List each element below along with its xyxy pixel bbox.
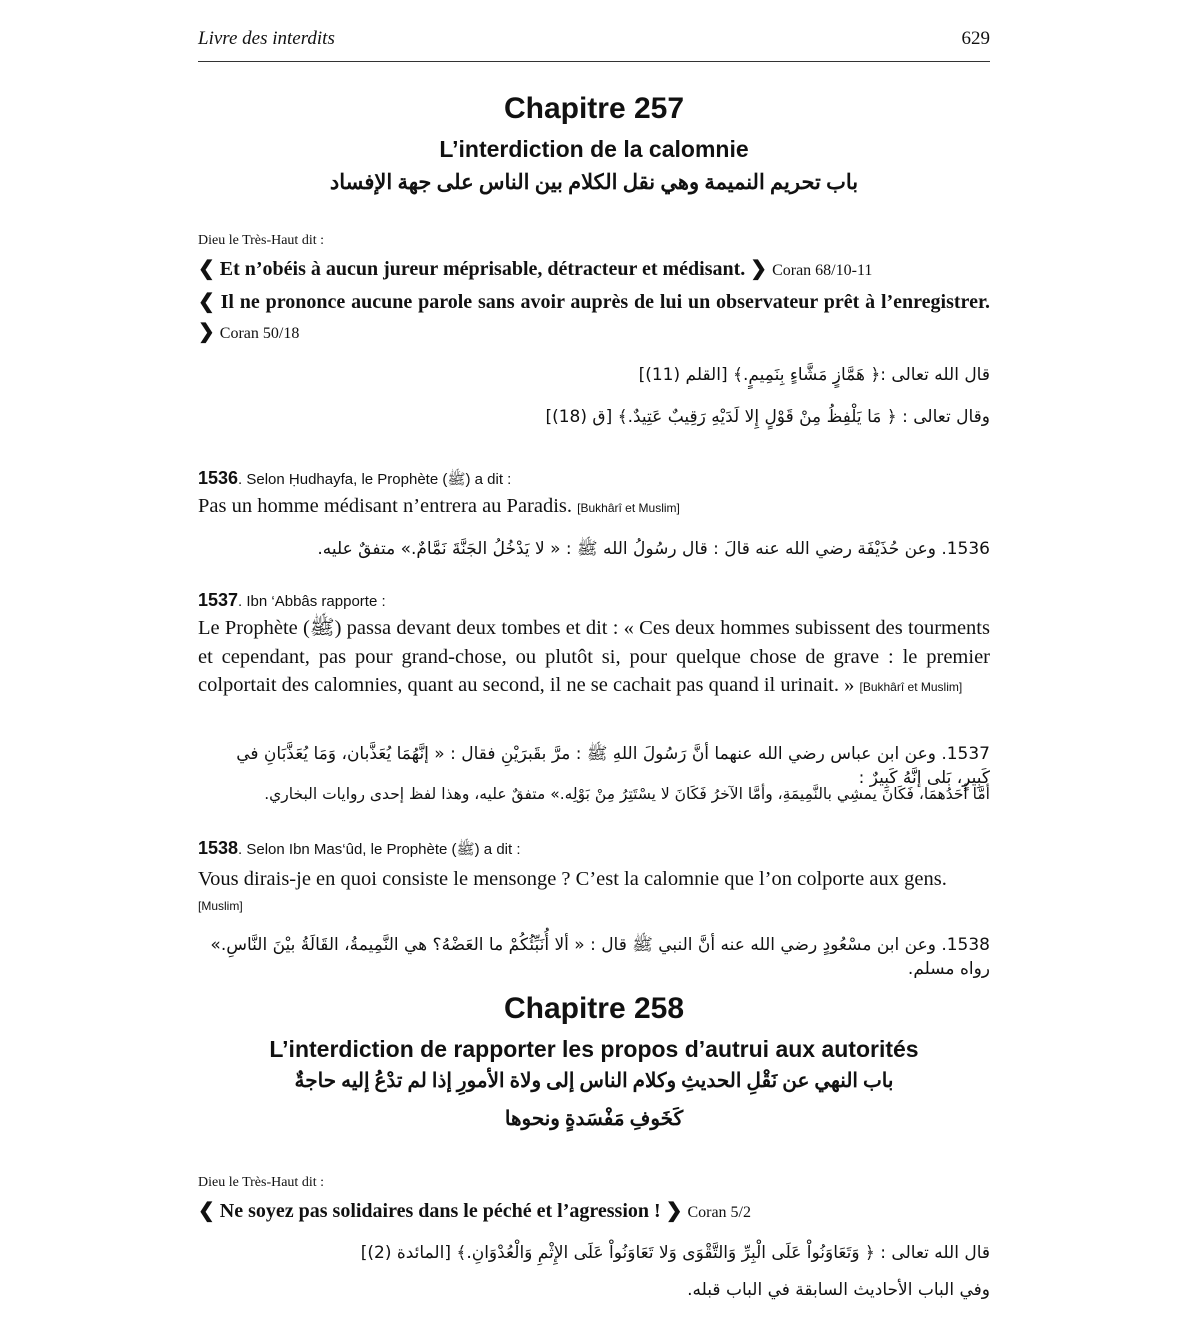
chapter-258-number: Chapitre 258	[503, 992, 685, 1025]
hadith-text	[198, 492, 990, 523]
verse-text: Et n’obéis à aucun jureur méprisable, détracteur et médisant.	[219, 258, 746, 280]
hadith-arabic: 1538. وعن ابن مسْعُودٍ رضي الله عنه أنَّ النبي ﷺ قال : « ألا أُنَبِّئُكُمْ ما العَضْهُ؟ هي النَّمِيمةُ، القَالَةُ بيْنَ النَّاسِ.» رواه مسلم.	[210, 935, 990, 979]
hadith-text	[198, 865, 990, 894]
close-quote-ornament-icon: ❯	[198, 321, 215, 343]
quran-verse	[198, 1196, 990, 1228]
running-head	[198, 28, 990, 58]
hadith-source: [Bukhârî et Muslim]	[859, 680, 963, 694]
quran-verse	[198, 287, 990, 349]
verse-text: Il ne prononce aucune parole sans avoir auprès de lui un observateur prêt à l’enregistrer.	[220, 291, 990, 313]
close-quote-ornament-icon: ❯	[750, 258, 768, 280]
running-title: Livre des interdits	[198, 28, 335, 49]
hadith-arabic: 1536. وعن حُذَيْفَة رضي الله عنه قالَ : قال رسُولُ الله ﷺ : « لا يَدْخُلُ الجَنَّةَ نَمَّامٌ.» متفقٌ عليه.	[317, 539, 990, 559]
verse-reference: Coran 68/10-11	[772, 262, 873, 279]
hadith-translation: Vous dirais-je en quoi consiste le mensonge ? C’est la calomnie que l’on colporte aux gens.	[198, 868, 947, 890]
hadith-narrator: . Ibn ‘Abbâs rapporte :	[238, 593, 386, 610]
hadith-translation: Pas un homme médisant n’entrera au Paradis.	[198, 495, 573, 517]
hadith-header	[198, 590, 990, 611]
hadith-text	[198, 614, 990, 702]
quran-verse	[198, 254, 990, 286]
hadith-number: 1537	[198, 590, 239, 610]
hadith-narrator: . Selon Ibn Mas‘ûd, le Prophète (ﷺ) a dit :	[238, 841, 521, 858]
chapter-257-intro: Dieu le Très-Haut dit :	[198, 233, 324, 248]
chapter-258-title-arabic: باب النهي عن نَقْلِ الحديثِ وكلام الناس إلى ولاة الأمورِ إذا لم تدْعُ إليه حاجةٌ	[294, 1070, 894, 1092]
open-quote-ornament-icon: ❮	[198, 258, 215, 280]
verse-reference: Coran 50/18	[219, 325, 300, 342]
verse-text: Ne soyez pas solidaires dans le péché et l’agression !	[219, 1200, 661, 1222]
arabic-verse: قال الله تعالى :﴿ هَمَّازٍ مَشَّاءٍ بِنَمِيمٍ.﴾ [القلم (11)]	[638, 365, 990, 385]
arabic-note: وفي الباب الأحاديث السابقة في الباب قبله.	[687, 1280, 990, 1300]
hadith-number: 1536	[198, 468, 239, 488]
chapter-258-intro: Dieu le Très-Haut dit :	[198, 1175, 324, 1190]
open-quote-ornament-icon: ❮	[198, 1200, 215, 1222]
hadith-translation: Le Prophète (ﷺ) passa devant deux tombes et dit : « Ces deux hommes subissent des tourments et cependant, pas pour grand-chose, ou plutôt si, pour quelque chose de grave : le premier colportait des calomnies, quant au second, il ne se cachait pas quand il urinait. »	[198, 617, 990, 696]
hadith-source: [Bukhârî et Muslim]	[577, 501, 680, 515]
arabic-verse: قال الله تعالى : ﴿ وَتَعَاوَنُواْ عَلَى الْبِرِّ وَالتَّقْوَى وَلا تَعَاوَنُواْ عَلَى الإِثْمِ وَالْعُدْوَانِ.﴾ [المائدة (2)]	[360, 1243, 990, 1263]
hadith-header	[198, 838, 990, 862]
chapter-258-title: L’interdiction de rapporter les propos d’autrui aux autorités	[269, 1036, 919, 1062]
chapter-257-number: Chapitre 257	[503, 92, 685, 125]
hadith-arabic: 1537. وعن ابن عباس رضي الله عنهما أنَّ رَسُولَ اللهِ ﷺ : مرَّ بقَبرَيْنِ فقال : « إنَّهُمَا يُعَذَّبان، وَمَا يُعَذَّبَانِ في كَبِيرٍ، بَلى إنَّهُ كَبِيرٌ :	[236, 744, 990, 788]
arabic-verse: وقال تعالى : ﴿ مَا يَلْفِظُ مِنْ قَوْلٍ إِلا لَدَيْهِ رَقِيبٌ عَتِيدٌ.﴾ [ق (18)]	[545, 407, 990, 427]
chapter-258-title-arabic: كَخَوفِ مَفْسَدةٍ ونحوها	[504, 1108, 684, 1130]
hadith-arabic: أمَّا أحَدُهمَا، فَكَانَ يمشِي بالنَّمِيمَةِ، وأمَّا الآخرُ فَكَانَ لا يسْتَتِرُ مِنْ بَوْلِه.» متفقٌ عليه، وهذا لفظ إحدى روايات البخاري.	[264, 785, 990, 803]
hadith-number: 1538	[198, 838, 239, 858]
hadith-source: [Muslim]	[198, 899, 243, 913]
chapter-257-title: L’interdiction de la calomnie	[439, 136, 749, 162]
hadith-header	[198, 468, 990, 492]
close-quote-ornament-icon: ❯	[665, 1200, 683, 1222]
header-rule	[198, 61, 990, 62]
chapter-257-title-arabic: باب تحريم النميمة وهي نقل الكلام بين الناس على جهة الإفساد	[329, 170, 859, 194]
open-quote-ornament-icon: ❮	[198, 291, 215, 313]
verse-reference: Coran 5/2	[687, 1204, 751, 1221]
hadith-narrator: . Selon Ḥudhayfa, le Prophète (ﷺ) a dit :	[238, 471, 512, 488]
page-number: 629	[961, 28, 990, 49]
